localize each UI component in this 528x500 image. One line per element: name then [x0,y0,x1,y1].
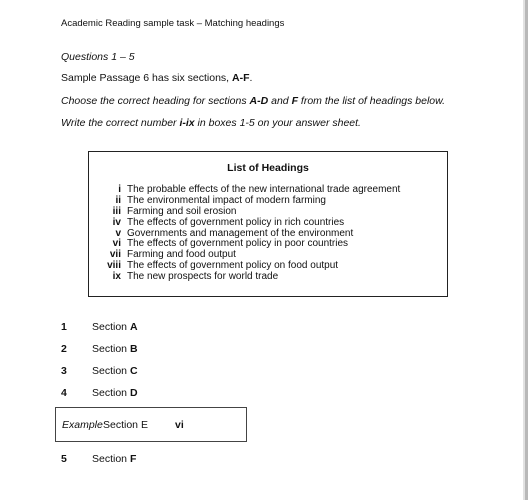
heading-text: The effects of government policy on food output [127,260,339,272]
question-section [92,343,138,355]
section-letter: B [129,343,138,355]
question-section [92,387,138,399]
question-section [92,453,136,465]
instr1-second: F [291,95,298,107]
heading-numeral: ix [112,271,121,283]
document-header: Academic Reading sample task – Matching headings [61,18,285,29]
instr2-range: i-ix [179,117,195,129]
heading-text: Farming and food output [127,249,236,261]
instr1-middle: and [268,95,292,107]
example-label: Example [62,419,103,431]
heading-text: The new prospects for world trade [127,271,279,283]
heading-text: Farming and soil erosion [127,205,237,217]
heading-item [89,206,447,217]
heading-numeral: iii [112,205,121,217]
example-answer: vi [175,419,184,431]
instr2-prefix: Write the correct number [61,117,180,129]
heading-item [89,271,447,282]
intro-prefix: Sample Passage 6 has six sections, [61,72,233,84]
instruction-choose [61,95,445,107]
heading-numeral: v [115,227,121,239]
instr1-suffix: from the list of headings below. [297,95,446,107]
heading-numeral: vii [109,249,121,261]
section-letter: D [129,387,138,399]
question-section [92,365,138,377]
section-word: Section [92,387,128,399]
headings-box [88,151,448,297]
section-letter: C [129,365,138,377]
heading-text: The probable effects of the new international trade agreement [127,184,401,195]
heading-item [89,249,447,260]
section-word: Section [92,365,128,377]
heading-item [89,184,447,195]
question-section [92,321,138,333]
question-number: 1 [61,321,67,333]
heading-numeral: vi [112,238,121,250]
example-box [55,407,247,442]
heading-numeral: ii [115,194,121,206]
instruction-write [61,117,361,129]
section-word: Section [92,453,128,465]
intro-suffix: . [249,72,253,84]
question-number: 4 [61,387,67,399]
heading-numeral: i [118,184,121,195]
questions-label: Questions 1 – 5 [61,51,135,63]
section-letter: A [129,321,138,333]
heading-item [89,260,447,271]
section-word: Section [92,321,128,333]
heading-item [89,228,447,239]
heading-text: The environmental impact of modern farming [127,194,326,206]
question-number: 5 [61,453,67,465]
heading-item [89,195,447,206]
example-section: Section E [103,419,148,431]
heading-text: The effects of government policy in poor countries [127,238,349,250]
heading-item [89,217,447,228]
intro-text [61,72,252,84]
question-number: 2 [61,343,67,355]
question-number: 3 [61,365,67,377]
section-word: Section [92,343,128,355]
instr2-suffix: in boxes 1-5 on your answer sheet. [194,117,361,129]
heading-text: Governments and management of the environment [127,227,354,239]
heading-numeral: viii [107,260,121,272]
intro-range: A-F [232,72,250,84]
heading-item [89,238,447,249]
instr1-prefix: Choose the correct heading for sections [61,95,250,107]
instr1-first: A-D [249,95,269,107]
heading-numeral: iv [112,216,121,228]
heading-text: The effects of government policy in rich countries [127,216,345,228]
headings-list [89,184,447,282]
section-letter: F [129,453,137,465]
headings-title: List of Headings [227,162,309,174]
